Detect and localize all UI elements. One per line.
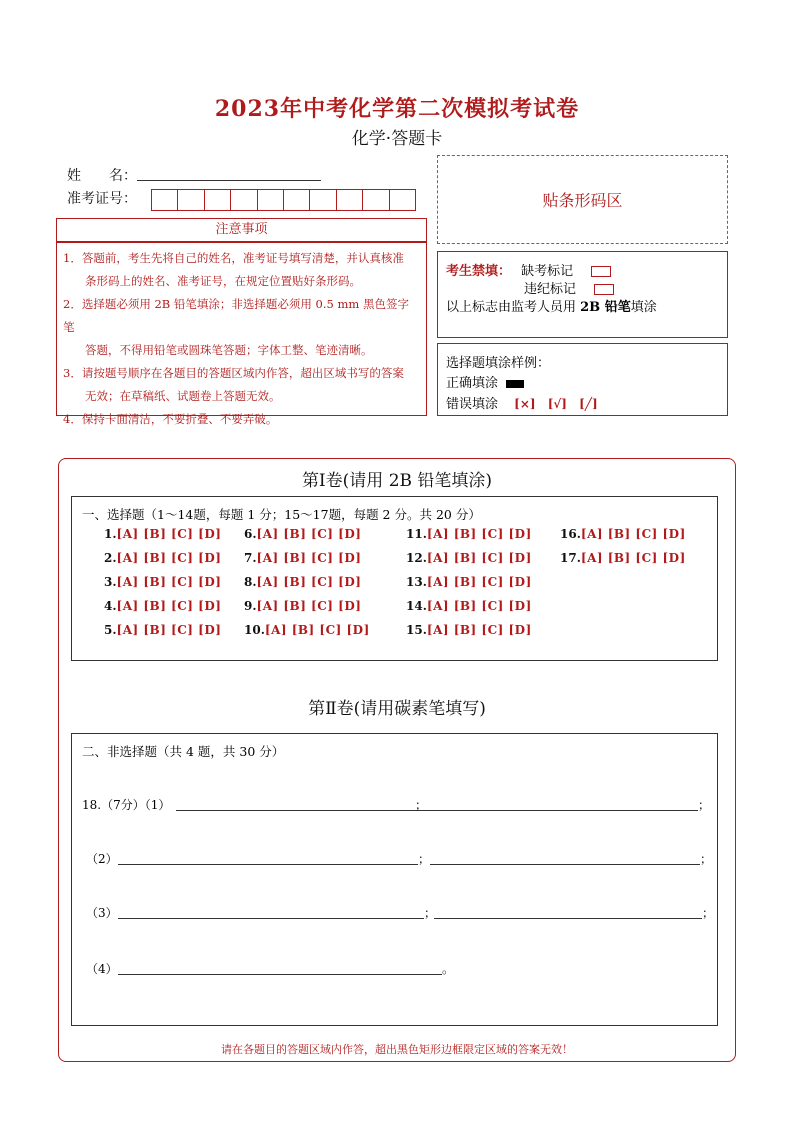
separator: ；: [700, 852, 713, 866]
choice-question: [406, 527, 532, 541]
name-label: 姓 名：: [67, 168, 137, 184]
question-number: 1.: [104, 527, 117, 541]
part1-title: 第Ⅰ卷(请用 2B 铅笔填涂): [301, 471, 493, 491]
answer-options[interactable]: [A] [B] [C] [D]: [426, 575, 532, 589]
choice-question: [104, 575, 221, 589]
barcode-label: 贴条形码区: [542, 191, 623, 210]
answer-options[interactable]: [A] [B] [C] [D]: [426, 599, 532, 613]
choice-question: [244, 527, 361, 541]
marks-note: [446, 296, 657, 315]
marks-note-prefix: 以上标志由监考人员用: [446, 300, 581, 315]
question-number: 13.: [406, 575, 427, 589]
question-number: 8.: [244, 575, 257, 589]
separator: ；: [702, 906, 715, 920]
correct-label: 正确填涂: [446, 376, 499, 391]
part2-title: 第Ⅱ卷(请用碳素笔填写): [308, 699, 486, 719]
id-cell[interactable]: [337, 190, 363, 210]
notice-heading: 注意事项: [56, 218, 427, 242]
answer-options[interactable]: [A] [B] [C] [D]: [116, 551, 222, 565]
choice-question: [406, 551, 532, 565]
violation-label: 违纪标记: [524, 282, 577, 297]
question-number: 6.: [244, 527, 257, 541]
question-number: 15.: [406, 623, 427, 637]
choice-question: [244, 623, 370, 637]
question-number: 14.: [406, 599, 427, 613]
answer-options[interactable]: [A] [B] [C] [D]: [256, 551, 362, 565]
part2-heading: 二、非选择题（共 4 题，共 30 分）: [82, 744, 285, 759]
answer-options[interactable]: [A] [B] [C] [D]: [426, 551, 532, 565]
notice-line: 4．保持卡面清洁，不要折叠、不要弄破。: [63, 412, 278, 426]
part1-heading: 一、选择题（1～14题，每题 1 分；15～17题，每题 2 分。共 20 分）: [82, 507, 481, 522]
answer-line[interactable]: [118, 864, 418, 865]
proctor-marks-box: [437, 251, 728, 338]
id-label: 准考证号：: [67, 191, 137, 207]
choice-question-box: [71, 496, 718, 661]
absent-mark-box[interactable]: [591, 266, 611, 277]
id-cell[interactable]: [284, 190, 310, 210]
question-number: 11.: [406, 527, 427, 541]
q18-label: 18.（7分）（1）: [82, 798, 171, 812]
sub3-label: （3）: [86, 906, 118, 920]
answer-options[interactable]: [A] [B] [C] [D]: [256, 575, 362, 589]
id-cell[interactable]: [363, 190, 389, 210]
filled-sample-icon: [506, 380, 524, 388]
answer-line[interactable]: [118, 918, 424, 919]
period: 。: [442, 962, 455, 976]
sample-heading: 选择题填涂样例：: [446, 356, 551, 371]
id-cell[interactable]: [390, 190, 415, 210]
choice-question: [406, 575, 532, 589]
notice-line: 1．答题前，考生先将自己的姓名，准考证号填写清楚，并认真核准: [63, 251, 404, 265]
separator: ；: [424, 906, 437, 920]
choice-question: [104, 623, 221, 637]
answer-options[interactable]: [A] [B] [C] [D]: [426, 623, 532, 637]
question-number: 5.: [104, 623, 117, 637]
question-number: 17.: [560, 551, 581, 565]
wrong-mark-slash: [╱]: [579, 397, 598, 411]
choice-question: [244, 599, 361, 613]
non-choice-question-box: [71, 733, 718, 1026]
answer-options[interactable]: [A] [B] [C] [D]: [116, 623, 222, 637]
notice-line: 3．请按题号顺序在各题目的答题区域内作答，超出区域书写的答案: [63, 366, 404, 380]
choice-question: [406, 599, 532, 613]
notice-line: 答题，不得用铅笔或圆珠笔答题；字体工整、笔迹清晰。: [85, 343, 373, 357]
answer-options[interactable]: [A] [B] [C] [D]: [264, 623, 370, 637]
id-number-grid[interactable]: [151, 189, 416, 211]
page-subtitle: 化学·答题卡: [351, 129, 443, 149]
notice-body: [56, 242, 427, 426]
choice-question: [104, 599, 221, 613]
marks-note-bold: 2B 铅笔: [580, 300, 631, 315]
sub4-label: （4）: [86, 962, 118, 976]
question-number: 10.: [244, 623, 265, 637]
answer-options[interactable]: [A] [B] [C] [D]: [580, 551, 686, 565]
answer-options[interactable]: [A] [B] [C] [D]: [256, 599, 362, 613]
notice-line: 条形码上的姓名、准考证号，在规定位置贴好条形码。: [85, 274, 361, 288]
absent-label: 缺考标记: [521, 264, 574, 279]
id-cell[interactable]: [258, 190, 284, 210]
answer-options[interactable]: [A] [B] [C] [D]: [426, 527, 532, 541]
id-cell[interactable]: [310, 190, 336, 210]
notice-line: 2．选择题必须用 2B 铅笔填涂；非选择题必须用 0.5 mm 黑色签字笔: [63, 297, 409, 334]
fill-sample-box: [437, 343, 728, 416]
id-cell[interactable]: [178, 190, 204, 210]
separator: ；: [698, 798, 711, 812]
wrong-mark-cross: [×]: [514, 397, 536, 411]
id-cell[interactable]: [152, 190, 178, 210]
barcode-area: [437, 155, 728, 244]
choice-question: [244, 551, 361, 565]
question-number: 16.: [560, 527, 581, 541]
answer-line[interactable]: [434, 918, 702, 919]
name-field[interactable]: [137, 180, 321, 181]
sub2-label: （2）: [86, 852, 118, 866]
answer-options[interactable]: [A] [B] [C] [D]: [580, 527, 686, 541]
id-cell[interactable]: [205, 190, 231, 210]
violation-mark-box[interactable]: [594, 284, 614, 295]
answer-line[interactable]: [428, 810, 698, 811]
id-cell[interactable]: [231, 190, 257, 210]
wrong-label: 错误填涂: [446, 397, 499, 412]
answer-line[interactable]: [430, 864, 700, 865]
question-number: 3.: [104, 575, 117, 589]
question-number: 9.: [244, 599, 257, 613]
answer-line[interactable]: [118, 974, 442, 975]
answer-options[interactable]: [A] [B] [C] [D]: [116, 527, 222, 541]
choice-question: [104, 527, 221, 541]
answer-options[interactable]: [A] [B] [C] [D]: [256, 527, 362, 541]
answer-options[interactable]: [A] [B] [C] [D]: [116, 599, 222, 613]
choice-question: [406, 623, 532, 637]
notice-line: 无效；在草稿纸、试题卷上答题无效。: [85, 389, 281, 403]
choice-question: [104, 551, 221, 565]
separator: ；: [415, 798, 428, 812]
choice-question: [560, 551, 686, 565]
question-number: 2.: [104, 551, 117, 565]
choice-question: [244, 575, 361, 589]
wrong-mark-check: [√]: [547, 397, 567, 411]
page-title: 2023年中考化学第二次模拟考试卷: [214, 96, 580, 122]
marks-note-suffix: 填涂: [630, 300, 657, 315]
forbidden-label: 考生禁填：: [446, 264, 512, 279]
question-number: 7.: [244, 551, 257, 565]
choice-question: [560, 527, 686, 541]
question-number: 12.: [406, 551, 427, 565]
question-number: 4.: [104, 599, 117, 613]
answer-options[interactable]: [A] [B] [C] [D]: [116, 575, 222, 589]
footer-note: 请在各题目的答题区域内作答，超出黑色矩形边框限定区域的答案无效！: [221, 1043, 573, 1056]
separator: ；: [418, 852, 431, 866]
